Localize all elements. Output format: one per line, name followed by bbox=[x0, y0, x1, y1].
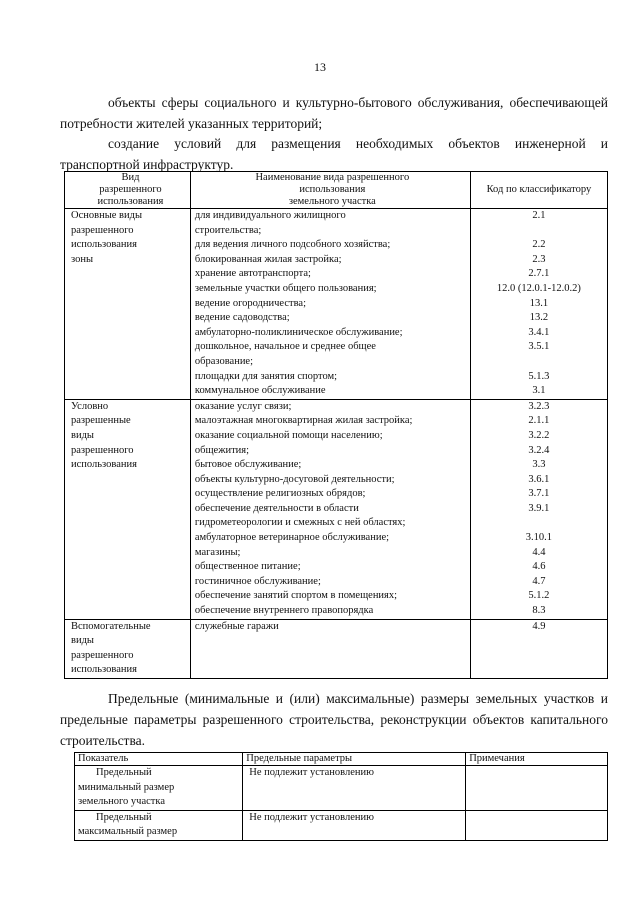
use-name-line: амбулаторное ветеринарное обслуживание; bbox=[194, 532, 390, 544]
note-cell bbox=[466, 766, 608, 811]
use-name-line: ведение огородничества; bbox=[194, 297, 306, 309]
use-name-line: обеспечение занятий спортом в помещениях; bbox=[194, 590, 398, 602]
category-cell bbox=[65, 209, 191, 400]
use-name-line: обеспечение внутреннего правопорядка bbox=[194, 605, 374, 617]
table-row-conditional-uses bbox=[65, 399, 608, 619]
table-row-main-uses bbox=[65, 209, 608, 400]
use-name-line: блокированная жилая застройка; bbox=[194, 253, 342, 265]
code-line: 12.0 (12.0.1-12.0.2) bbox=[496, 282, 581, 294]
category-line: разрешенного bbox=[71, 224, 134, 236]
table-header-row bbox=[75, 753, 608, 766]
use-name-line: гостиничное обслуживание; bbox=[194, 575, 321, 587]
paragraph-infrastructure: создание условий для размещения необходимых объектов инженерной и транспортной инфраструктур. bbox=[60, 136, 608, 172]
code-line: 3.2.3 bbox=[528, 400, 550, 412]
use-names-cell bbox=[190, 399, 470, 619]
code-line: 3.3 bbox=[532, 459, 546, 471]
header-use-type: Вид разрешенного использования bbox=[65, 172, 191, 209]
code-line: 4.4 bbox=[532, 546, 546, 558]
code-line: 4.7 bbox=[532, 575, 546, 587]
use-name-line: оказание социальной помощи населению; bbox=[194, 429, 383, 441]
codes-cell bbox=[470, 209, 607, 400]
header-use-name: Наименование вида разрешенного использования земельного участка bbox=[190, 172, 470, 209]
use-name-line: площадки для занятия спортом; bbox=[194, 370, 338, 382]
category-line: разрешенного bbox=[71, 649, 134, 661]
code-line: 2.3 bbox=[532, 253, 546, 265]
use-name-line: земельные участки общего пользования; bbox=[194, 282, 377, 294]
table-row-auxiliary-uses bbox=[65, 619, 608, 678]
code-line: 3.1 bbox=[532, 385, 546, 397]
category-line: использования bbox=[71, 239, 137, 251]
indicator-cell: Предельный максимальный размер bbox=[75, 810, 243, 840]
header-classifier-code: Код по классификатору bbox=[470, 172, 607, 209]
use-name-line: гидрометеорологии и смежных с ней областях; bbox=[194, 517, 406, 529]
code-line: 13.1 bbox=[529, 297, 549, 309]
use-names-cell bbox=[190, 619, 470, 678]
code-line: 3.4.1 bbox=[528, 326, 550, 338]
code-line: 4.9 bbox=[532, 620, 546, 632]
use-name-line: обеспечение деятельности в области bbox=[194, 502, 359, 514]
code-line bbox=[471, 224, 607, 239]
header-indicator: Показатель bbox=[75, 753, 243, 766]
codes-cell bbox=[470, 619, 607, 678]
code-line: 2.1 bbox=[532, 210, 546, 221]
category-line: разрешенного bbox=[71, 444, 134, 456]
use-name-line: оказание услуг связи; bbox=[194, 400, 292, 412]
parameters-table bbox=[74, 752, 608, 841]
header-notes: Примечания bbox=[466, 753, 608, 766]
code-line: 8.3 bbox=[532, 605, 546, 617]
code-line: 3.9.1 bbox=[528, 502, 550, 514]
code-line: 2.2 bbox=[532, 239, 546, 251]
use-name-line: для ведения личного подсобного хозяйства; bbox=[194, 239, 391, 251]
category-line: использования bbox=[71, 459, 137, 471]
category-line: использования bbox=[71, 664, 137, 676]
use-name-line: амбулаторно-поликлиническое обслуживание; bbox=[194, 326, 403, 338]
code-line: 3.5.1 bbox=[528, 341, 550, 353]
code-line: 13.2 bbox=[529, 312, 549, 324]
indicator-cell: Предельный минимальный размер земельного участка bbox=[75, 766, 243, 811]
use-name-line: хранение автотранспорта; bbox=[194, 268, 311, 280]
page-number: 13 bbox=[314, 60, 326, 74]
use-name-line: магазины; bbox=[194, 546, 241, 558]
paragraph-limit-sizes: Предельные (минимальные и (или) максимальные) размеры земельных участков и предельные параметры разрешенного строительства, реконструкции объектов капитального строительства. bbox=[60, 691, 608, 748]
code-line: 3.6.1 bbox=[528, 473, 550, 485]
code-line: 3.10.1 bbox=[525, 532, 553, 544]
table-header-row bbox=[65, 172, 608, 209]
use-name-line: общественное питание; bbox=[194, 561, 301, 573]
use-name-line: осуществление религиозных обрядов; bbox=[194, 488, 366, 500]
param-cell: Не подлежит установлению bbox=[243, 810, 466, 840]
param-cell: Не подлежит установлению bbox=[243, 766, 466, 811]
use-name-line: ведение садоводства; bbox=[194, 312, 290, 324]
use-name-line: служебные гаражи bbox=[194, 620, 279, 632]
category-line: Условно bbox=[71, 400, 109, 412]
table-row bbox=[75, 810, 608, 840]
code-line bbox=[471, 355, 607, 370]
category-line: зоны bbox=[71, 253, 94, 265]
permitted-use-table bbox=[64, 171, 608, 679]
use-name-line: коммунальное обслуживание bbox=[194, 385, 326, 397]
code-line: 2.7.1 bbox=[528, 268, 550, 280]
code-line: 3.2.2 bbox=[528, 429, 550, 441]
note-cell bbox=[466, 810, 608, 840]
category-line: Вспомогательные bbox=[71, 620, 151, 632]
code-line: 4.6 bbox=[532, 561, 546, 573]
use-name-line: объекты культурно-досуговой деятельности; bbox=[194, 473, 395, 485]
use-name-line: малоэтажная многоквартирная жилая застройка; bbox=[194, 415, 413, 427]
code-line: 5.1.3 bbox=[528, 370, 550, 382]
code-line: 2.1.1 bbox=[528, 415, 550, 427]
category-cell bbox=[65, 399, 191, 619]
use-name-line: образование; bbox=[194, 355, 254, 367]
category-line: Основные виды bbox=[71, 210, 143, 221]
category-line: виды bbox=[71, 635, 94, 647]
paragraph-social-objects: объекты сферы социального и культурно-бытового обслуживания, обеспечивающей потребности жителей указанных территорий; bbox=[60, 95, 608, 131]
codes-cell bbox=[470, 399, 607, 619]
category-line: разрешенные bbox=[71, 415, 131, 427]
header-parameters: Предельные параметры bbox=[243, 753, 466, 766]
use-name-line: строительства; bbox=[194, 224, 262, 236]
use-name-line: дошкольное, начальное и среднее общее bbox=[194, 341, 376, 353]
use-name-line: бытовое обслуживание; bbox=[194, 459, 302, 471]
category-cell bbox=[65, 619, 191, 678]
use-name-line: для индивидуального жилищного bbox=[194, 210, 346, 221]
category-line: виды bbox=[71, 429, 94, 441]
code-line: 3.7.1 bbox=[528, 488, 550, 500]
use-names-cell bbox=[190, 209, 470, 400]
table-row bbox=[75, 766, 608, 811]
code-line: 5.1.2 bbox=[528, 590, 550, 602]
code-line bbox=[471, 516, 607, 531]
use-name-line: общежития; bbox=[194, 444, 250, 456]
code-line: 3.2.4 bbox=[528, 444, 550, 456]
